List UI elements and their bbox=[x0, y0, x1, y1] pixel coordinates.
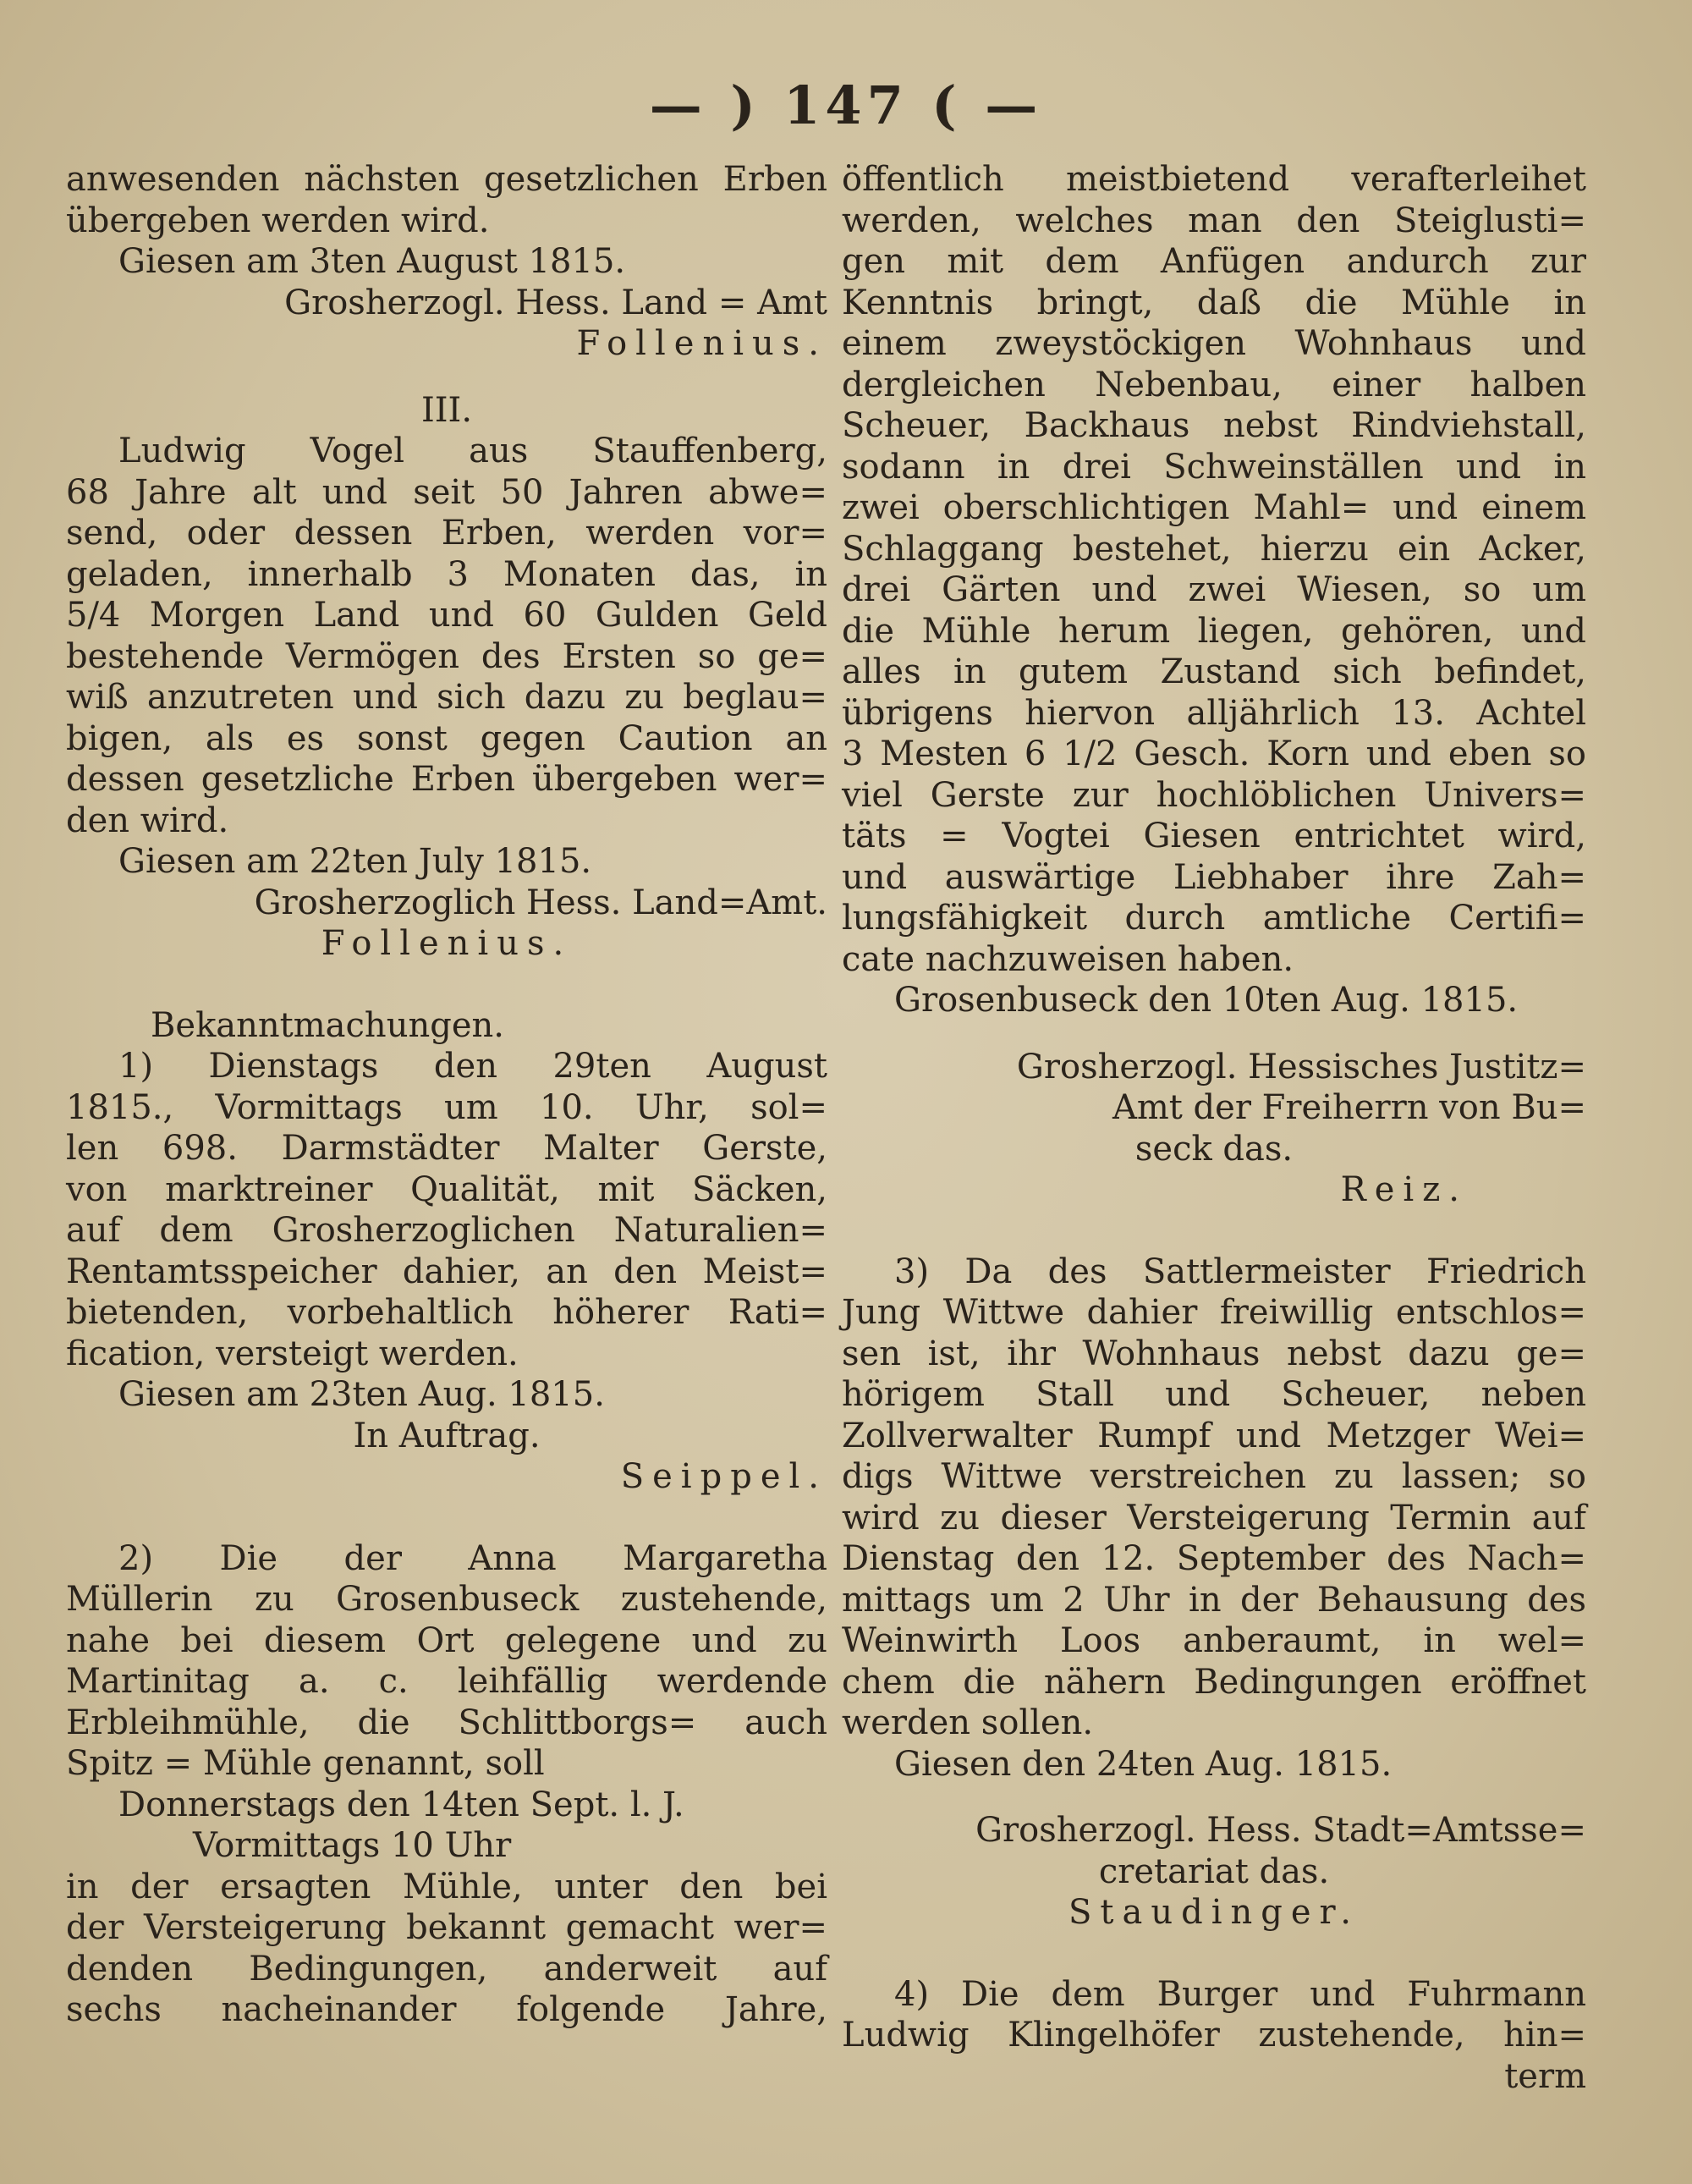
text-line: Spitz = Mühle genannt, soll bbox=[66, 1744, 545, 1783]
dateline: Grosenbuseck den 10ten Aug. 1815. bbox=[894, 981, 1519, 1020]
text-line: Schlaggang bestehet, hierzu ein Acker, bbox=[842, 529, 1586, 569]
signatory-name: Reiz. bbox=[1340, 1170, 1468, 1209]
text-line: alles in gutem Zustand sich befindet, bbox=[842, 652, 1586, 691]
text-line: Jung Wittwe dahier freiwillig entschlos= bbox=[842, 1293, 1586, 1332]
text-line: send, oder dessen Erben, werden vor= bbox=[66, 514, 827, 553]
dateline: Giesen am 23ten Aug. 1815. bbox=[118, 1375, 605, 1414]
text-line: einem zweystöckigen Wohnhaus und bbox=[842, 324, 1586, 363]
office-signature: cretariat das. bbox=[1098, 1851, 1330, 1891]
text-line: auf dem Grosherzoglichen Naturalien= bbox=[66, 1211, 827, 1250]
text-line: Vormittags 10 Uhr bbox=[193, 1826, 512, 1865]
text-line: Kenntnis bringt, daß die Mühle in bbox=[842, 283, 1586, 322]
text-line: übrigens hiervon alljährlich 13. Achtel bbox=[842, 693, 1586, 733]
text-line: drei Gärten und zwei Wiesen, so um bbox=[842, 570, 1586, 609]
text-line: bigen, als es sonst gegen Caution an bbox=[66, 718, 827, 758]
signatory-name: Seippel. bbox=[620, 1457, 827, 1496]
signatory-name: Follenius. bbox=[321, 924, 573, 963]
text-line: nahe bei diesem Ort gelegene und zu bbox=[66, 1620, 827, 1660]
text-line: 5/4 Morgen Land und 60 Gulden Geld bbox=[66, 596, 827, 635]
office-signature: Grosherzoglich Hess. Land=Amt. bbox=[254, 883, 827, 922]
dateline: Giesen den 24ten Aug. 1815. bbox=[894, 1744, 1393, 1784]
text-line: täts = Vogtei Giesen entrichtet wird, bbox=[842, 817, 1586, 855]
text-line: geladen, innerhalb 3 Monaten das, in bbox=[66, 554, 827, 594]
text-line: 1815., Vormittags um 10. Uhr, sol= bbox=[66, 1087, 827, 1127]
text-line: denden Bedingungen, anderweit auf bbox=[66, 1949, 827, 1989]
right-column bbox=[842, 159, 1586, 2097]
text-line: cate nachzuweisen haben. bbox=[842, 939, 1294, 979]
text-line: 4) Die dem Burger und Fuhrmann bbox=[894, 1974, 1586, 2014]
text-line: Martinitag a. c. leihfällig werdende bbox=[66, 1662, 827, 1701]
office-signature: Amt der Freiherrn von Bu= bbox=[1112, 1088, 1586, 1127]
text-line: Dienstag den 12. September des Nach= bbox=[842, 1539, 1586, 1578]
text-line: Ludwig Vogel aus Stauffenberg, bbox=[118, 432, 827, 470]
text-line: dessen gesetzliche Erben übergeben wer= bbox=[66, 760, 827, 799]
text-line: hörigem Stall und Scheuer, neben bbox=[842, 1375, 1586, 1414]
text-line: 2) Die der Anna Margaretha bbox=[118, 1538, 827, 1578]
office-signature: seck das. bbox=[1134, 1129, 1294, 1169]
text-line: Zollverwalter Rumpf und Metzger Wei= bbox=[842, 1416, 1586, 1455]
signatory-name: Staudinger. bbox=[1068, 1893, 1360, 1932]
office-signature: In Auftrag. bbox=[353, 1416, 541, 1455]
text-line: mittags um 2 Uhr in der Behausung des bbox=[842, 1580, 1586, 1620]
office-signature: Grosherzogl. Hess. Stadt=Amtsse= bbox=[975, 1811, 1586, 1850]
left-column bbox=[66, 159, 827, 2031]
text-line: und auswärtige Liebhaber ihre Zah= bbox=[842, 857, 1586, 897]
text-line: bestehende Vermögen des Ersten so ge= bbox=[66, 636, 827, 676]
text-line: sen ist, ihr Wohnhaus nebst dazu ge= bbox=[842, 1334, 1586, 1373]
text-line: die Mühle herum liegen, gehören, und bbox=[842, 611, 1586, 651]
text-line: Rentamtsspeicher dahier, an den Meist= bbox=[66, 1252, 827, 1291]
text-line: dergleichen Nebenbau, einer halben bbox=[842, 365, 1586, 404]
text-line: Donnerstags den 14ten Sept. l. J. bbox=[118, 1785, 684, 1824]
text-line: übergeben werden wird. bbox=[66, 201, 490, 240]
text-line: 68 Jahre alt und seit 50 Jahren abwe= bbox=[66, 472, 827, 512]
section-heading: Bekanntmachungen. bbox=[151, 1005, 504, 1045]
text-line: sodann in drei Schweinställen und in bbox=[842, 447, 1586, 487]
text-line: wiß anzutreten und sich dazu zu beglau= bbox=[66, 678, 827, 717]
text-line: zwei oberschlichtigen Mahl= und einem bbox=[842, 488, 1586, 527]
office-signature: Grosherzogl. Hess. Land = Amt bbox=[284, 283, 827, 322]
text-line: den wird. bbox=[66, 800, 229, 840]
text-line: len 698. Darmstädter Malter Gerste, bbox=[66, 1129, 827, 1168]
text-line: anwesenden nächsten gesetzlichen Erben bbox=[66, 160, 827, 199]
text-line: digs Wittwe verstreichen zu lassen; so bbox=[842, 1457, 1586, 1496]
text-line: Scheuer, Backhaus nebst Rindviehstall, bbox=[842, 406, 1586, 445]
text-line: werden sollen. bbox=[842, 1703, 1094, 1742]
text-line: in der ersagten Mühle, unter den bei bbox=[66, 1867, 827, 1906]
text-line: Ludwig Klingelhöfer zustehende, hin= bbox=[842, 2016, 1586, 2055]
text-line: der Versteigerung bekannt gemacht wer= bbox=[66, 1908, 827, 1947]
text-line: Erbleihmühle, die Schlittborgs= auch bbox=[66, 1703, 827, 1742]
text-line: viel Gerste zur hochlöblichen Univers= bbox=[842, 775, 1586, 815]
text-line: öffentlich meistbietend verafterleihet bbox=[842, 160, 1586, 199]
text-line: werden, welches man den Steiglusti= bbox=[842, 201, 1586, 240]
text-line: Weinwirth Loos anberaumt, in wel= bbox=[842, 1621, 1586, 1660]
text-line: lungsfähigkeit durch amtliche Certifi= bbox=[842, 899, 1586, 938]
text-line: 3 Mesten 6 1/2 Gesch. Korn und eben so bbox=[842, 734, 1586, 773]
office-signature: Grosherzogl. Hessisches Justitz= bbox=[1016, 1047, 1586, 1086]
page-number-header: — ) 147 ( — bbox=[649, 74, 1043, 136]
text-line: 1) Dienstags den 29ten August bbox=[118, 1047, 827, 1086]
catchword: term bbox=[1504, 2056, 1586, 2096]
text-line: wird zu dieser Versteigerung Termin auf bbox=[842, 1498, 1586, 1538]
text-line: chem die nähern Bedingungen eröffnet bbox=[842, 1662, 1586, 1702]
text-line: 3) Da des Sattlermeister Friedrich bbox=[894, 1252, 1586, 1291]
text-line: fication, versteigt werden. bbox=[66, 1334, 519, 1373]
text-line: sechs nacheinander folgende Jahre, bbox=[66, 1990, 827, 2029]
text-line: Müllerin zu Grosenbuseck zustehende, bbox=[66, 1580, 827, 1619]
dateline: Giesen am 3ten August 1815. bbox=[118, 242, 626, 281]
text-line: gen mit dem Anfügen andurch zur bbox=[842, 242, 1586, 281]
section-number: III. bbox=[420, 390, 473, 430]
text-line: bietenden, vorbehaltlich höherer Rati= bbox=[66, 1293, 827, 1332]
dateline: Giesen am 22ten July 1815. bbox=[118, 842, 592, 881]
signatory-name: Follenius. bbox=[576, 324, 827, 363]
text-line: von marktreiner Qualität, mit Säcken, bbox=[66, 1169, 827, 1209]
